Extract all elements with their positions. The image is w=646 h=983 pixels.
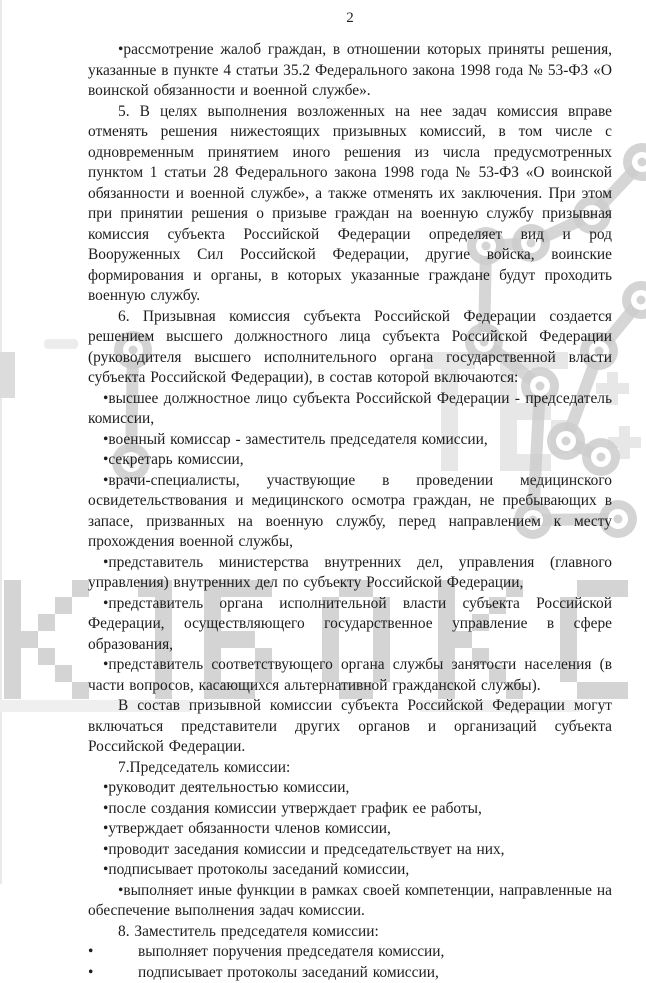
- paragraph: •рассмотрение жалоб граждан, в отношении которых приняты решения, указанные в пункте 4 статьи 35.2 Федерального закона 1998 года № 53-ФЗ «О воинской обязанности и военной службе».: [88, 40, 612, 102]
- paragraph: В состав призывной комиссии субъекта Российской Федерации могут включаться представители других органов и организаций субъекта Российской Федерации.: [88, 696, 612, 758]
- watermark-shape: [72, 580, 89, 597]
- paragraph: •врачи-специалисты, участвующие в проведении медицинского освидетельствования и медицинского осмотра граждан, не пребывающих в запасе, призванных на военную службу, перед направлением к месту прохождения военной службы,: [88, 471, 612, 553]
- document-body: [88, 40, 612, 983]
- watermark-shape: [0, 0, 2, 884]
- bullet-marker: •: [103, 390, 108, 407]
- paragraph: •выполняет иные функции в рамках своей компетенции, направленные на обеспечение выполнения задач комиссии.: [88, 881, 612, 922]
- bullet-marker: •: [103, 431, 108, 448]
- watermark-shape: [21, 631, 38, 648]
- paragraph: •утверждает обязанности членов комиссии,: [88, 819, 612, 840]
- watermark-shape: [611, 580, 628, 597]
- paragraph: •высшее должностное лицо субъекта Российской Федерации - председатель комиссии,: [88, 389, 612, 430]
- bullet-marker: •: [118, 882, 123, 899]
- paragraph: •после создания комиссии утверждает график ее работы,: [88, 799, 612, 820]
- paragraph: •руководит деятельностью комиссии,: [88, 778, 612, 799]
- paragraph: 5. В целях выполнения возложенных на нее задач комиссия вправе отменять решения нижестоящих призывных комиссий, в том числе с одновременным принятием иного решения из числа предусмотренных пунктом 1 статьи 28 Федерального закона 1998 года № 53-ФЗ «О воинской обязанности и военной службе», а также отменять их заключения. При этом при принятии решения о призыве граждан на военную службу призывная комиссия субъекта Российской Федерации определяет вид и род Вооруженных Сил Российской Федерации, другие войска, воинские формирования и органы, в которых указанные граждане будут проходить военную службу.: [88, 102, 612, 307]
- paragraph: 6. Призывная комиссия субъекта Российской Федерации создается решением высшего должностного лица субъекта Российской Федерации (руководителя высшего исполнительного органа государственной власти субъекта Российской Федерации), в состав которой включаются:: [88, 307, 612, 389]
- watermark-shape: [618, 383, 629, 394]
- bullet-marker: •: [88, 942, 138, 963]
- watermark-shape: [38, 648, 55, 665]
- paragraph: 7.Председатель комиссии:: [88, 758, 612, 779]
- paragraph: •проводит заседания комиссии и председательствует на них,: [88, 840, 612, 861]
- bullet-marker: •: [103, 820, 108, 837]
- bullet-marker: •: [118, 41, 123, 58]
- watermark-shape: [611, 682, 628, 699]
- bullet-marker: •: [103, 554, 108, 571]
- watermark-shape: [4, 580, 21, 597]
- watermark-shape: [4, 665, 21, 682]
- bullet-marker: •: [103, 595, 108, 612]
- watermark-shape: [0, 352, 15, 398]
- paragraph: •представитель органа исполнительной власти субъекта Российской Федерации, осуществляющего государственное управление в сфере образования,: [88, 594, 612, 656]
- paragraph: 8. Заместитель председателя комиссии:: [88, 922, 612, 943]
- watermark-shape: [38, 614, 55, 631]
- watermark-shape: [619, 448, 630, 459]
- bullet-marker: •: [103, 841, 108, 858]
- watermark-shape: [637, 296, 646, 305]
- watermark-shape: [4, 597, 21, 614]
- paragraph: •военный комиссар - заместитель председателя комиссии,: [88, 430, 612, 451]
- bullet-marker: •: [103, 779, 108, 796]
- paragraph: •представитель министерства внутренних дел, управления (главного управления) внутренних дел по субъекту Российской Федерации,: [88, 553, 612, 594]
- bullet-marker: •: [103, 451, 108, 468]
- paragraph: • выполняет поручения председателя комиссии,: [88, 942, 612, 963]
- watermark-shape: [4, 682, 21, 699]
- bullet-marker: •: [103, 861, 108, 878]
- bullet-marker: •: [88, 963, 138, 983]
- watermark-shape: [619, 437, 630, 448]
- bullet-marker: •: [103, 472, 108, 489]
- watermark-shape: [630, 437, 641, 448]
- watermark-shape: [55, 665, 72, 682]
- paragraph: •подписывает протоколы заседаний комиссии,: [88, 860, 612, 881]
- watermark-shape: [4, 614, 21, 631]
- page-number: 2: [88, 10, 612, 27]
- paragraph: •секретарь комиссии,: [88, 450, 612, 471]
- watermark-shape: [72, 682, 89, 699]
- watermark-shape: [619, 426, 630, 437]
- watermark-shape: [614, 515, 623, 524]
- watermark-shape: [4, 648, 21, 665]
- watermark-shape: [44, 339, 78, 349]
- paragraph: •представитель соответствующего органа службы занятости населения (в части вопросов, касающихся альтернативной гражданской службы).: [88, 655, 612, 696]
- bullet-marker: •: [103, 800, 108, 817]
- watermark-shape: [4, 631, 21, 648]
- watermark-shape: [55, 597, 72, 614]
- paragraph: • подписывает протоколы заседаний комиссии,: [88, 963, 612, 983]
- bullet-marker: •: [103, 656, 108, 673]
